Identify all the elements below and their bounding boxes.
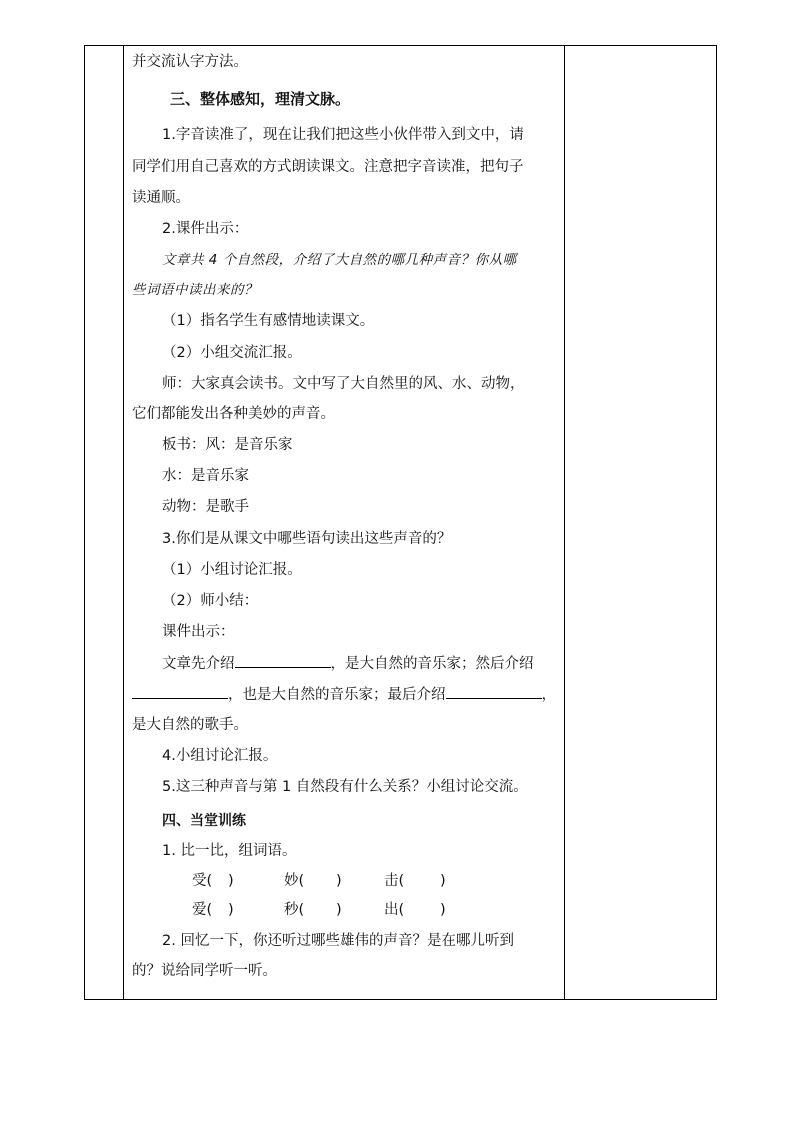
text-line: 3.你们是从课文中哪些语句读出这些声音的？ xyxy=(162,531,452,547)
word-exercise-row xyxy=(192,900,446,920)
section-heading-3: 三、整体感知，理清文脉。 xyxy=(170,90,351,108)
text-line: 2. 回忆一下，你还听过哪些雄伟的声音？是在哪儿听到 xyxy=(162,933,514,949)
fill-blank-text: 文章先介绍 xyxy=(162,656,235,672)
answer-blank xyxy=(235,653,331,668)
courseware-text: 文章共 4 个自然段，介绍了大自然的哪几种声音？你从哪 xyxy=(162,252,517,268)
word-exercise-row xyxy=(192,871,446,891)
text-line: （2）小组交流汇报。 xyxy=(162,345,302,361)
exercise-close: ) xyxy=(440,902,446,918)
fill-blank-line xyxy=(132,684,556,705)
fill-blank-text: ，是大自然的音乐家；然后介绍 xyxy=(330,656,534,672)
board-note: 板书：风：是音乐家 xyxy=(162,437,293,453)
exercise-char: 出( xyxy=(384,902,405,918)
text-line: 是大自然的歌手。 xyxy=(132,717,248,733)
text-line: 1. 比一比，组词语。 xyxy=(162,843,297,859)
fill-blank-text: ，也是大自然的音乐家；最后介绍 xyxy=(228,687,446,703)
board-note: 水：是音乐家 xyxy=(162,468,249,484)
text-line: 它们都能发出各种美妙的声音。 xyxy=(132,406,335,422)
text-line: （1）指名学生有感情地读课文。 xyxy=(162,313,375,329)
answer-blank xyxy=(446,684,542,699)
exercise-close: ) xyxy=(336,873,342,889)
table-column-divider-left xyxy=(123,46,124,999)
section-heading-4: 四、当堂训练 xyxy=(162,813,246,829)
exercise-close: ) xyxy=(228,873,234,889)
fill-blank-text: ， xyxy=(541,687,556,703)
text-line: 课件出示： xyxy=(162,624,235,640)
table-column-divider-right xyxy=(564,46,565,999)
text-line: 5.这三种声音与第 1 自然段有什么关系？小组讨论交流。 xyxy=(162,779,528,795)
text-line: 2.课件出示： xyxy=(162,221,249,237)
text-line: （1）小组讨论汇报。 xyxy=(162,562,302,578)
text-line: 的？说给同学听一听。 xyxy=(132,963,277,979)
courseware-text: 些词语中读出来的？ xyxy=(132,282,258,298)
exercise-close: ) xyxy=(440,873,446,889)
text-line: 4.小组讨论汇报。 xyxy=(162,748,278,764)
answer-blank xyxy=(132,684,228,699)
text-line: 读通顺。 xyxy=(132,190,190,206)
exercise-close: ) xyxy=(228,902,234,918)
fill-blank-line xyxy=(162,653,534,674)
text-line: （2）师小结： xyxy=(162,593,259,609)
text-line: 师：大家真会读书。文中写了大自然里的风、水、动物， xyxy=(162,376,525,392)
exercise-char: 妙( xyxy=(284,873,305,889)
board-note: 动物：是歌手 xyxy=(162,499,249,515)
exercise-close: ) xyxy=(336,902,342,918)
exercise-char: 爱( xyxy=(192,902,213,918)
exercise-char: 秒( xyxy=(284,902,305,918)
text-line: 同学们用自己喜欢的方式朗读课文。注意把字音读准，把句子 xyxy=(132,159,524,175)
text-line: 并交流认字方法。 xyxy=(132,54,248,70)
exercise-char: 受( xyxy=(192,873,213,889)
text-line: 1.字音读准了，现在让我们把这些小伙伴带入到文中，请 xyxy=(162,127,524,143)
exercise-char: 击( xyxy=(384,873,405,889)
